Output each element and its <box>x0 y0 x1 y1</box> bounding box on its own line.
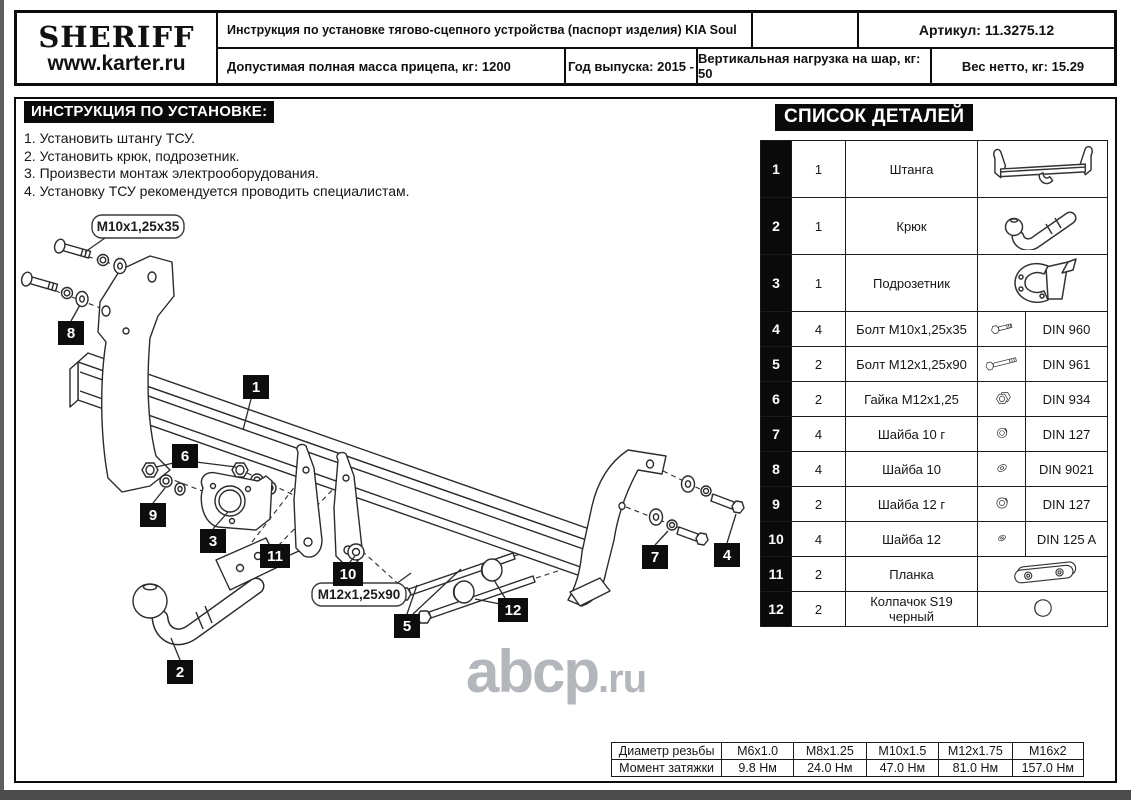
torque-value: 9.8 Нм <box>722 760 794 777</box>
part-name: Крюк <box>846 198 978 255</box>
svg-text:1: 1 <box>251 379 261 396</box>
part-din: DIN 961 <box>1026 347 1108 382</box>
callout-7 <box>642 531 668 569</box>
part-number: 9 <box>761 487 792 522</box>
part-qty: 4 <box>792 312 846 347</box>
thread-size: M12x1.75 <box>939 743 1012 760</box>
thread-size: M10x1.5 <box>866 743 939 760</box>
part-name: Шайба 10 <box>846 452 978 487</box>
part-din: DIN 9021 <box>1026 452 1108 487</box>
part-number: 10 <box>761 522 792 557</box>
bolt-size-label-m10 <box>85 215 184 252</box>
vertical-load: Вертикальная нагрузка на шар, кг: 50 <box>698 49 932 83</box>
brand-site: www.karter.ru <box>47 51 186 75</box>
left-bracket-drawing <box>98 256 174 492</box>
part-number: 4 <box>761 312 792 347</box>
part-qty: 2 <box>792 487 846 522</box>
thread-size: M8x1.25 <box>794 743 867 760</box>
svg-text:3: 3 <box>208 533 218 550</box>
part-number: 11 <box>761 557 792 592</box>
bolt-assembly-upper <box>53 238 126 273</box>
part-name: Планка <box>846 557 978 592</box>
svg-text:6: 6 <box>180 448 190 465</box>
part-din: DIN 127 <box>1026 417 1108 452</box>
torque-row-label: Диаметр резьбы <box>612 743 722 760</box>
part-din: DIN 125 A <box>1026 522 1108 557</box>
torque-value: 24.0 Нм <box>794 760 867 777</box>
part-din: DIN 960 <box>1026 312 1108 347</box>
svg-text:4: 4 <box>722 547 732 564</box>
part-name: Колпачок S19 черный <box>846 592 978 627</box>
production-year: Год выпуска: 2015 - <box>566 49 698 83</box>
svg-text:10: 10 <box>339 566 357 583</box>
part-name: Штанга <box>846 141 978 198</box>
part-number: 1 <box>761 141 792 198</box>
instructions-heading: ИНСТРУКЦИЯ ПО УСТАНОВКЕ: <box>24 101 274 123</box>
part-qty: 4 <box>792 522 846 557</box>
svg-text:7: 7 <box>650 549 660 566</box>
svg-text:M10x1,25x35: M10x1,25x35 <box>96 219 180 234</box>
instruction-step: 1. Установить штангу ТСУ. <box>24 130 196 146</box>
part-qty: 2 <box>792 347 846 382</box>
svg-text:2: 2 <box>175 664 185 681</box>
part-name: Шайба 12 г <box>846 487 978 522</box>
right-hardware-upper <box>682 476 745 513</box>
part-name: Шайба 10 г <box>846 417 978 452</box>
article-number: Артикул: 11.3275.12 <box>918 22 1055 38</box>
part-qty: 2 <box>792 557 846 592</box>
torque-value: 157.0 Нм <box>1012 760 1083 777</box>
parts-list-heading: СПИСОК ДЕТАЛЕЙ <box>775 104 973 131</box>
part-qty: 1 <box>792 141 846 198</box>
bolt-assembly-lower <box>20 271 88 306</box>
part-qty: 2 <box>792 592 846 627</box>
part-name: Гайка М12х1,25 <box>846 382 978 417</box>
part-number: 12 <box>761 592 792 627</box>
watermark-suffix: .ru <box>598 657 647 701</box>
svg-text:9: 9 <box>148 507 158 524</box>
part-name: Болт М10х1,25х35 <box>846 312 978 347</box>
part-number: 6 <box>761 382 792 417</box>
callout-4 <box>714 514 740 567</box>
part-din: DIN 127 <box>1026 487 1108 522</box>
callout-11 <box>260 544 299 568</box>
document-title: Инструкция по установке тягово-сцепного устройства (паспорт изделия) KIA Soul <box>218 13 753 47</box>
part-name: Болт М12х1,25х90 <box>846 347 978 382</box>
right-hardware-lower <box>650 509 709 545</box>
torque-value: 81.0 Нм <box>939 760 1012 777</box>
part-number: 3 <box>761 255 792 312</box>
part-name: Шайба 12 <box>846 522 978 557</box>
torque-row-label: Момент затяжки <box>612 760 722 777</box>
watermark-text: abcp <box>466 638 599 705</box>
washer-10-drawing <box>348 544 364 560</box>
part-din: DIN 934 <box>1026 382 1108 417</box>
part-qty: 1 <box>792 255 846 312</box>
callout-9 <box>140 488 166 527</box>
part-number: 5 <box>761 347 792 382</box>
part-number: 8 <box>761 452 792 487</box>
part-qty: 4 <box>792 452 846 487</box>
socket-plate-drawing <box>201 473 272 530</box>
svg-text:8: 8 <box>66 325 76 342</box>
part-qty: 1 <box>792 198 846 255</box>
callout-8 <box>58 305 84 345</box>
svg-text:11: 11 <box>267 548 283 565</box>
instruction-step: 4. Установку ТСУ рекомендуется проводить специалистам. <box>24 182 410 199</box>
part-number: 2 <box>761 198 792 255</box>
svg-text:5: 5 <box>402 618 412 635</box>
instruction-step: 3. Произвести монтаж электрооборудования. <box>24 165 319 181</box>
brand-name: SHERIFF <box>38 19 195 54</box>
svg-text:M12x1,25x90: M12x1,25x90 <box>317 587 401 602</box>
part-qty: 4 <box>792 417 846 452</box>
thread-size: M16x2 <box>1012 743 1083 760</box>
instruction-step: 2. Установить крюк, подрозетник. <box>24 147 240 164</box>
part-qty: 2 <box>792 382 846 417</box>
part-number: 7 <box>761 417 792 452</box>
svg-text:12: 12 <box>504 602 522 619</box>
torque-value: 47.0 Нм <box>866 760 939 777</box>
thread-size: M6x1.0 <box>722 743 794 760</box>
part-name: Подрозетник <box>846 255 978 312</box>
trailer-mass: Допустимая полная масса прицепа, кг: 1200 <box>218 49 566 83</box>
net-weight: Вес нетто, кг: 15.29 <box>961 58 1085 74</box>
